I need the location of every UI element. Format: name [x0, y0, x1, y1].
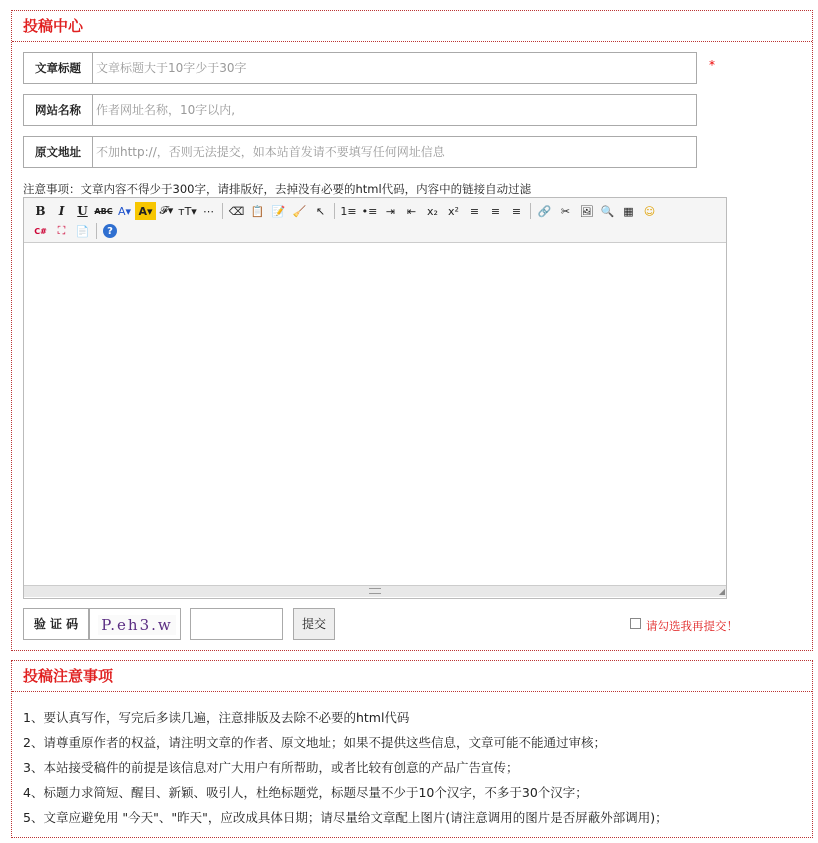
toolbar-row-1: [30, 201, 722, 221]
font-size-icon[interactable]: тT▾: [178, 204, 197, 218]
subscript-icon[interactable]: x₂: [427, 204, 438, 218]
line-height-icon[interactable]: ⋯: [203, 204, 214, 218]
corner-resize-icon[interactable]: ◢: [718, 587, 725, 596]
confirm-checkbox-label[interactable]: 请勾选我再提交！: [646, 619, 738, 633]
fullscreen-icon[interactable]: ⛶: [57, 224, 66, 237]
rule-item: 3、本站接受稿件的前提是该信息对广大用户有所帮助，或者比较有创意的产品广告宣传；: [23, 760, 519, 775]
ordered-list-icon[interactable]: 1≡: [340, 204, 357, 218]
font-color-icon[interactable]: A▾: [117, 204, 132, 218]
editor-resize-bar[interactable]: [24, 585, 726, 597]
source-icon[interactable]: 📄: [75, 224, 90, 238]
resize-grip-icon[interactable]: [369, 588, 381, 594]
rich-text-editor: [23, 197, 727, 599]
align-left-icon[interactable]: ≡: [469, 204, 480, 218]
confirm-checkbox[interactable]: [630, 618, 641, 629]
required-mark: *: [709, 58, 715, 72]
rule-item: 2、请尊重原作者的权益，请注明文章的作者、原文地址；如果不提供这些信息，文章可能不能通过审核；: [23, 735, 606, 750]
toolbar-row-2: [30, 221, 722, 241]
rule-item: 5、文章应避免用 "今天"、"昨天"，应改成具体日期；请尽量给文章配上图片(请注意调用的图片是否屏蔽外部调用)；: [23, 810, 668, 825]
select-all-icon[interactable]: ↖: [315, 204, 326, 218]
editor-toolbar: [24, 198, 726, 243]
bold-icon[interactable]: B: [35, 204, 46, 218]
rules-title: 投稿注意事项: [12, 661, 812, 692]
captcha-input[interactable]: [190, 608, 283, 640]
align-center-icon[interactable]: ≡: [490, 204, 501, 218]
table-icon[interactable]: ▦: [623, 204, 634, 218]
paste-icon[interactable]: 📋: [250, 204, 265, 218]
superscript-icon[interactable]: x²: [448, 204, 459, 218]
toolbar-divider: [222, 203, 223, 219]
outdent-icon[interactable]: ⇤: [406, 204, 417, 218]
italic-icon[interactable]: I: [58, 204, 65, 218]
find-icon[interactable]: 🔍: [600, 204, 615, 218]
format-brush-icon[interactable]: 🧹: [292, 204, 307, 218]
rules-list: [23, 705, 668, 830]
toolbar-divider: [96, 223, 97, 239]
title-input[interactable]: 文章标题大于10字少于30字: [92, 52, 697, 84]
title-label: 文章标题: [23, 52, 93, 84]
font-family-icon[interactable]: 𝓕▾: [159, 204, 174, 217]
insert-image-icon[interactable]: 🖼: [579, 204, 594, 218]
eraser-icon[interactable]: ⌫: [228, 204, 245, 218]
underline-icon[interactable]: U: [77, 204, 88, 218]
link-icon[interactable]: 🔗: [537, 204, 552, 218]
rule-item: 4、标题力求简短、醒目、新颖、吸引人，杜绝标题党，标题尽量不少于10个汉字，不多于30个汉字；: [23, 785, 588, 800]
submit-button[interactable]: 提交: [293, 608, 335, 640]
toolbar-divider: [530, 203, 531, 219]
editor-content-area[interactable]: [24, 243, 726, 585]
panel-title: 投稿中心: [12, 11, 812, 42]
site-name-input[interactable]: 作者网址名称，10字以内,: [92, 94, 697, 126]
align-right-icon[interactable]: ≡: [511, 204, 522, 218]
unordered-list-icon[interactable]: •≡: [361, 204, 378, 218]
paste-word-icon[interactable]: 📝: [271, 204, 286, 218]
indent-icon[interactable]: ⇥: [385, 204, 396, 218]
emoticon-icon[interactable]: ☺: [643, 204, 656, 218]
toolbar-divider: [334, 203, 335, 219]
captcha-label: 验 证 码: [23, 608, 89, 640]
site-name-label: 网站名称: [23, 94, 93, 126]
help-icon[interactable]: ?: [103, 224, 117, 238]
strikethrough-icon[interactable]: ABC: [94, 206, 113, 216]
highlight-color-icon[interactable]: A▾: [135, 202, 156, 220]
captcha-text: P.eh3.w: [98, 615, 176, 635]
rule-item: 1、要认真写作，写完后多读几遍，注意排版及去除不必要的html代码: [23, 710, 410, 725]
code-icon[interactable]: C#: [34, 226, 47, 236]
source-url-label: 原文地址: [23, 136, 93, 168]
source-url-input[interactable]: 不加http://，否则无法提交，如本站首发请不要填写任何网址信息: [92, 136, 697, 168]
unlink-icon[interactable]: ✂: [560, 204, 571, 218]
captcha-image[interactable]: [89, 608, 181, 640]
rules-panel: [11, 660, 813, 838]
notice-text: 注意事项：文章内容不得少于300字，请排版好，去掉没有必要的html代码，内容中的链接自动过滤: [23, 182, 532, 196]
submit-panel: [11, 10, 813, 651]
